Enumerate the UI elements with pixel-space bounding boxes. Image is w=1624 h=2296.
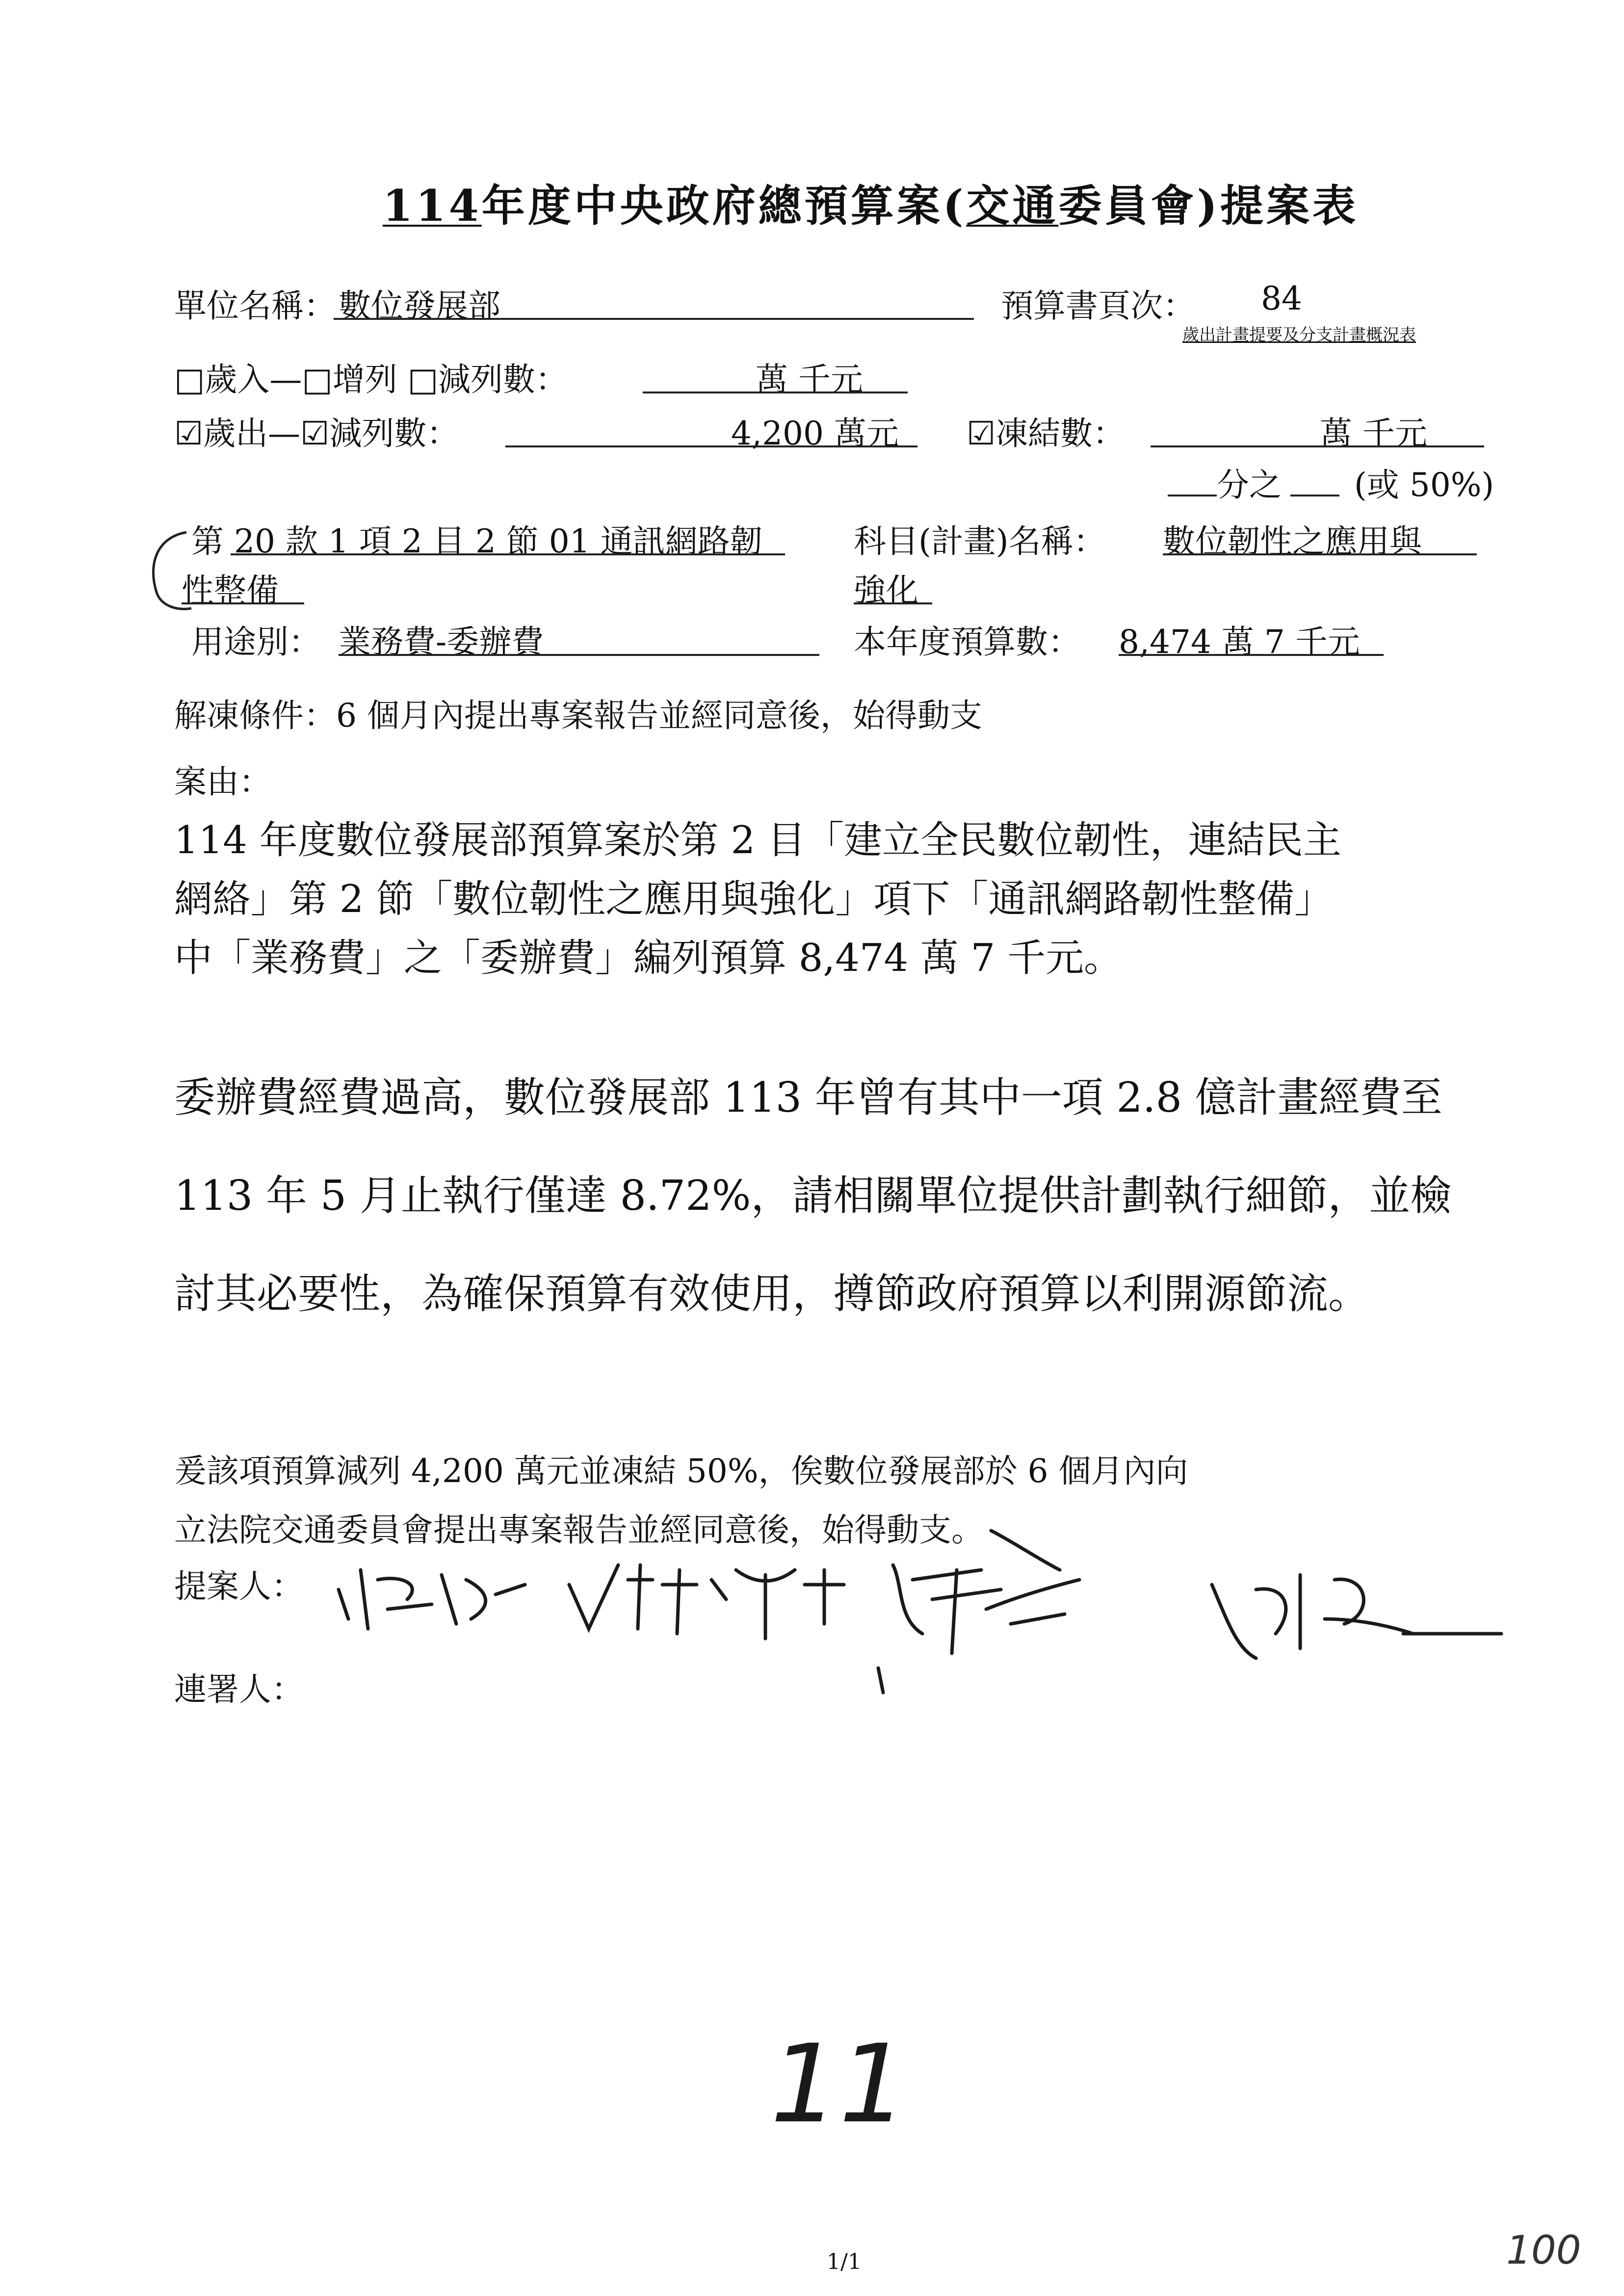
subject-line2: 強化 [854,572,918,609]
reason-label: 案由： [174,763,271,801]
freeze-unit: 萬 千元 [1320,415,1427,452]
freeze-label: ☑凍結數： [967,415,1126,452]
reason-p3-line2: 立法院交通委員會提出專案報告並經同意後，始得動支。 [174,1511,984,1549]
reason-p2-line3: 討其必要性，為確保預算有效使用，撙節政府預算以利開源節流。 [174,1270,1370,1318]
title-committee: 交通 [966,180,1059,231]
page-note: 歲出計畫提要及分支計畫概況表 [1182,325,1416,345]
item-line2: 性整備 [182,572,279,609]
reason-p2-line2: 113 年 5 月止執行僅達 8.72%，請相關單位提供計劃執行細節，並檢 [174,1172,1452,1220]
reason-p3-line1: 爰該項預算減列 4,200 萬元並凍結 50%，俟數位發展部於 6 個月內向 [174,1452,1188,1490]
income-unit: 萬 千元 [756,361,863,398]
cosigner-label: 連署人： [174,1670,304,1708]
subject-label: 科目(計畫)名稱： [854,522,1106,560]
signatures [339,1531,1501,1693]
page-title: 114年度中央政府總預算案(交通委員會)提案表 [383,180,1359,231]
fraction-text: 分之 [1217,466,1282,504]
unfreeze-condition: 解凍條件：6 個月內提出專案報告並經同意後，始得動支 [174,697,982,734]
item-line1: 第 20 款 1 項 2 目 2 節 01 通訊網路韌 [191,522,762,560]
fraction-pct: (或 50%) [1354,466,1494,504]
page-value: 84 [1261,280,1302,317]
subject-line1: 數位韌性之應用與 [1163,522,1422,560]
budget-value: 8,474 萬 7 千元 [1119,623,1360,661]
title-year: 114 [383,180,482,231]
expense-row: ☑歲出—☑減列數： [174,415,459,452]
unit-value: 數位發展部 [339,287,500,325]
handwritten-number: 11 [770,2021,908,2147]
unit-label: 單位名稱： [174,287,336,325]
proposer-label: 提案人： [174,1567,304,1605]
page-footer: 1/1 [827,2249,862,2274]
expense-amount: 4,200 萬元 [731,415,899,452]
page-label: 預算書頁次： [1001,287,1195,325]
reason-p1-line3: 中「業務費」之「委辦費」編列預算 8,474 萬 7 千元。 [174,936,1123,980]
reason-p1-line2: 網絡」第 2 節「數位韌性之應用與強化」項下「通訊網路韌性整備」 [174,877,1333,921]
reason-p1-line1: 114 年度數位發展部預算案於第 2 目「建立全民數位韌性，連結民主 [174,818,1341,862]
usage-label: 用途別： [191,623,321,661]
reason-p2-line1: 委辦費經費過高，數位發展部 113 年曾有其中一項 2.8 億計畫經費至 [174,1073,1442,1122]
handwritten-corner: 100 [1506,2227,1581,2273]
bracket-mark [154,532,192,609]
income-row: □歲入—□增列 □減列數： [174,361,568,398]
budget-label: 本年度預算數： [854,623,1080,661]
usage-value: 業務費-委辦費 [339,623,544,661]
